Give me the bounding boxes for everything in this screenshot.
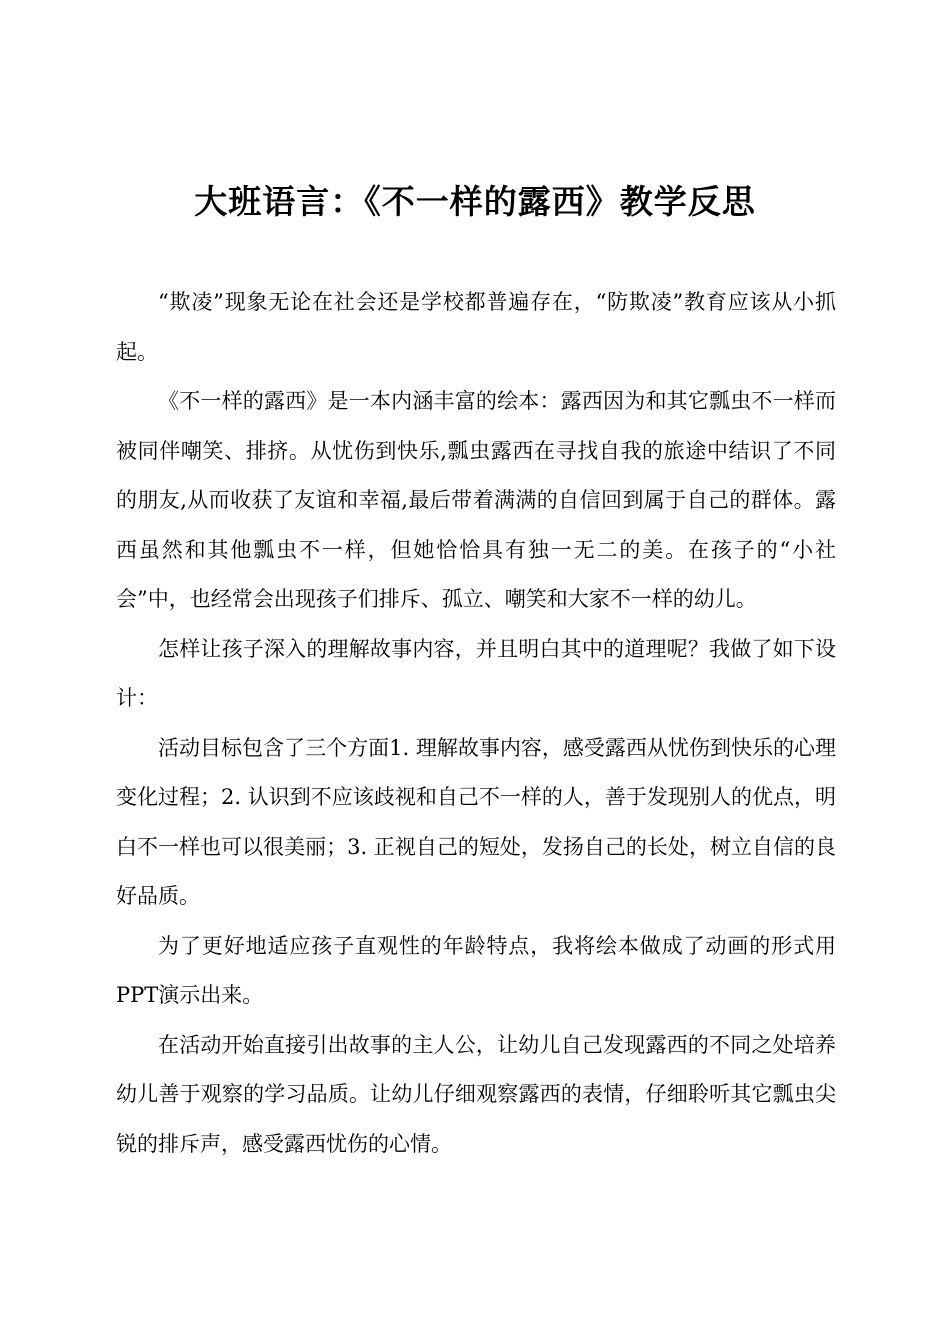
document-title: 大班语言：《不一样的露西》教学反思 — [194, 182, 756, 221]
paragraph: “欺凌”现象无论在社会还是学校都普遍存在，“防欺凌”教育应该从小抓起。 — [116, 290, 836, 364]
paragraph: 活动目标包含了三个方面1. 理解故事内容，感受露西从忧伤到快乐的心理变化过程；2. 认识到不应该歧视和自己不一样的人，善于发现别人的优点，明白不一样也可以很美丽；3. 正视自己的短处，发扬自己的长处，树立自信的良好品质。 — [116, 735, 836, 908]
paragraph: 《不一样的露西》是一本内涵丰富的绘本：露西因为和其它瓢虫不一样而被同伴嘲笑、排挤。从忧伤到快乐,瓢虫露西在寻找自我的旅途中结识了不同的朋友,从而收获了友谊和幸福,最后带着满满的自信回到属于自己的群体。露西虽然和其他瓢虫不一样，但她恰恰具有独一无二的美。在孩子的“小社会”中，也经常会出现孩子们排斥、孤立、嘲笑和大家不一样的幼儿。 — [116, 389, 836, 611]
paragraph: 怎样让孩子深入的理解故事内容，并且明白其中的道理呢？我做了如下设计： — [116, 636, 836, 710]
paragraph: 在活动开始直接引出故事的主人公，让幼儿自己发现露西的不同之处培养幼儿善于观察的学习品质。让幼儿仔细观察露西的表情，仔细聆听其它瓢虫尖锐的排斥声，感受露西忧伤的心情。 — [116, 1032, 836, 1156]
document-body — [116, 278, 836, 1169]
paragraph: 为了更好地适应孩子直观性的年龄特点，我将绘本做成了动画的形式用PPT演示出来。 — [116, 933, 836, 1007]
